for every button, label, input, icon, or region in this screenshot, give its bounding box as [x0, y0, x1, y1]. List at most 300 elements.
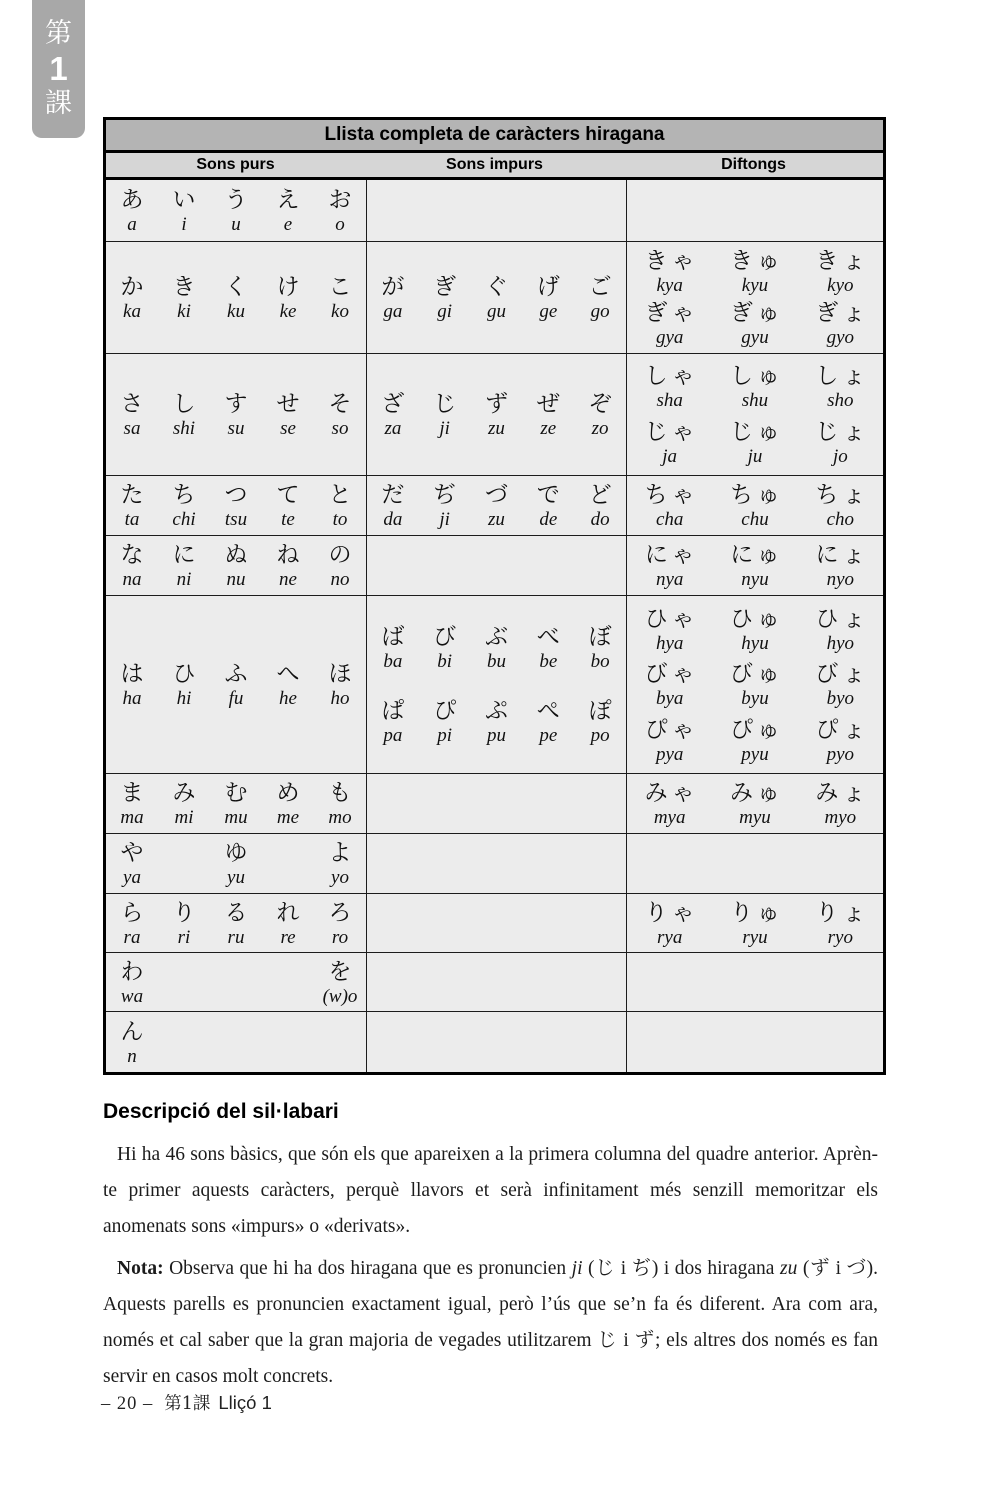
syllable — [210, 273, 262, 322]
syllable-sub-row — [106, 958, 366, 1007]
badge-char-dai: 第 — [45, 18, 72, 49]
hiragana-table — [103, 117, 886, 1075]
syllable — [712, 247, 797, 296]
romanization: bo — [590, 651, 610, 672]
section-heading: Descripció del sil·labari — [103, 1100, 339, 1123]
group-cell-purs — [106, 354, 367, 475]
syllable — [158, 541, 210, 590]
romanization: ji — [439, 509, 450, 530]
romanization: ne — [279, 569, 297, 590]
romanization: te — [281, 509, 295, 530]
romanization: za — [384, 418, 402, 439]
syllable-sub-row — [106, 541, 366, 590]
table-row — [106, 536, 883, 596]
syllable — [314, 839, 366, 888]
description-section — [103, 1100, 878, 1395]
romanization: myu — [739, 807, 771, 828]
syllable — [471, 697, 523, 746]
badge-lesson-number: 1 — [49, 50, 68, 87]
syllable — [158, 779, 210, 828]
syllable — [367, 273, 419, 322]
syllable — [522, 697, 574, 746]
syllable — [210, 481, 262, 530]
romanization: sho — [827, 390, 854, 412]
romanization: de — [539, 509, 558, 530]
romanization: ho — [330, 688, 350, 709]
romanization: shu — [741, 390, 769, 412]
table-row — [106, 834, 883, 894]
syllable — [419, 623, 471, 672]
syllable — [712, 779, 797, 828]
kana-glyph: く — [224, 274, 248, 300]
kana-glyph: お — [328, 187, 352, 213]
romanization: be — [539, 651, 558, 672]
kana-glyph: りょ — [815, 899, 870, 926]
kana-glyph: げ — [536, 274, 560, 300]
syllable — [522, 273, 574, 322]
romanization: (w)o — [322, 985, 358, 1007]
kana-glyph: ぴゃ — [644, 716, 699, 743]
syllable — [627, 299, 712, 348]
romanization: kyu — [741, 275, 769, 296]
kana-glyph: しゃ — [644, 363, 699, 390]
romanization: yu — [227, 867, 245, 888]
romanization: no — [330, 569, 350, 590]
syllable-sub-row — [367, 697, 626, 746]
romanization: sha — [656, 390, 683, 412]
syllable — [314, 958, 366, 1007]
romanization: ge — [539, 301, 558, 322]
kana-glyph: ひょ — [815, 605, 870, 632]
romanization: ra — [123, 926, 141, 948]
group-cell-diftongs — [627, 953, 883, 1011]
table-row — [106, 953, 883, 1012]
syllable — [314, 390, 366, 439]
romanization: su — [227, 418, 245, 439]
syllable-empty — [158, 1018, 210, 1067]
romanization: ya — [123, 867, 141, 888]
kana-glyph: じゃ — [644, 418, 699, 445]
syllable-sub-row — [106, 390, 366, 439]
kana-glyph: し — [172, 391, 196, 417]
romanization: se — [280, 418, 296, 439]
romanization: tsu — [224, 509, 248, 530]
kana-glyph: あ — [120, 187, 144, 213]
romanization: wa — [120, 985, 144, 1007]
syllable — [627, 362, 712, 411]
kana-glyph: みゅ — [729, 780, 784, 806]
syllable — [712, 541, 797, 590]
table-row — [106, 596, 883, 774]
syllable — [798, 605, 883, 654]
syllable — [712, 481, 797, 530]
syllable — [106, 660, 158, 709]
syllable — [314, 481, 366, 530]
romanization: fu — [228, 688, 244, 709]
kana-glyph: る — [224, 899, 248, 926]
romanization: pya — [655, 743, 684, 765]
romanization: so — [331, 418, 349, 439]
syllable — [314, 541, 366, 590]
syllable — [522, 481, 574, 530]
romanization: ma — [120, 807, 144, 828]
group-cell-diftongs — [627, 536, 883, 595]
romanization: shi — [172, 418, 196, 439]
romanization: sa — [123, 418, 141, 439]
syllable — [471, 390, 523, 439]
romanization: u — [231, 214, 241, 235]
romanization: ri — [177, 926, 191, 948]
kana-glyph: た — [120, 482, 144, 508]
kana-glyph: きゅ — [729, 248, 784, 274]
syllable — [798, 899, 883, 948]
romanization: pyo — [826, 743, 855, 765]
kana-glyph: ら — [120, 899, 144, 926]
syllable — [627, 481, 712, 530]
group-cell-impurs — [367, 894, 627, 952]
romanization: me — [276, 807, 300, 828]
romanization: yo — [331, 867, 349, 888]
group-cell-purs — [106, 834, 367, 893]
paragraph-basics — [103, 1137, 878, 1245]
kana-glyph: す — [224, 391, 248, 417]
syllable-sub-row — [627, 418, 883, 467]
syllable — [627, 418, 712, 467]
syllable-sub-row — [106, 839, 366, 888]
page-number: – 20 – — [101, 1394, 154, 1414]
kana-glyph: で — [536, 482, 560, 508]
romanization: nya — [655, 569, 684, 590]
romanization: jo — [832, 445, 848, 467]
kana-glyph: びゅ — [729, 661, 784, 687]
group-cell-purs — [106, 180, 367, 241]
kana-glyph: て — [276, 482, 300, 508]
kana-glyph: ほ — [328, 661, 352, 687]
group-cell-diftongs — [627, 596, 883, 773]
syllable-sub-row — [627, 899, 883, 948]
group-cell-impurs — [367, 476, 627, 535]
kana-glyph: ぺ — [536, 698, 560, 724]
kana-glyph: りゃ — [644, 899, 699, 926]
group-cell-impurs — [367, 242, 627, 353]
kana-glyph: や — [120, 840, 144, 866]
table-row — [106, 1012, 883, 1072]
romanization: ke — [279, 301, 297, 322]
kana-glyph: びゃ — [644, 661, 699, 687]
kana-glyph: せ — [276, 391, 300, 417]
syllable — [798, 779, 883, 828]
group-cell-diftongs — [627, 180, 883, 241]
romanization: bya — [655, 688, 684, 709]
syllable — [106, 1018, 158, 1067]
kana-glyph: ゆ — [224, 840, 248, 866]
syllable-sub-row — [627, 247, 883, 296]
syllable-sub-row — [627, 779, 883, 828]
kana-glyph: ぜ — [536, 391, 560, 417]
kana-glyph: ちゅ — [729, 482, 784, 508]
romanization: hyu — [741, 632, 769, 654]
kana-glyph: べ — [536, 624, 560, 650]
group-cell-diftongs — [627, 1012, 883, 1072]
syllable-sub-row — [106, 1018, 366, 1067]
syllable — [712, 660, 797, 709]
syllable — [210, 541, 262, 590]
syllable — [314, 899, 366, 948]
italic-text: ji — [571, 1258, 583, 1279]
syllable — [627, 247, 712, 296]
romanization: da — [383, 509, 403, 530]
syllable — [627, 716, 712, 765]
romanization: gya — [655, 327, 684, 348]
romanization: ko — [331, 301, 349, 322]
syllable-sub-row — [627, 605, 883, 654]
kana-glyph: は — [120, 661, 144, 687]
syllable — [574, 697, 626, 746]
romanization: do — [590, 509, 610, 530]
syllable — [522, 390, 574, 439]
kana-glyph: じょ — [815, 418, 870, 445]
group-cell-diftongs — [627, 354, 883, 475]
syllable — [712, 299, 797, 348]
syllable-empty — [262, 958, 314, 1007]
syllable — [627, 899, 712, 948]
group-cell-diftongs — [627, 894, 883, 952]
kana-glyph: ち — [172, 482, 196, 508]
syllable — [158, 273, 210, 322]
romanization: he — [279, 688, 297, 709]
syllable — [798, 362, 883, 411]
romanization: mya — [653, 807, 686, 828]
footer-lesson-label: Lliçó 1 — [218, 1392, 272, 1413]
romanization: to — [332, 509, 348, 530]
kana-glyph: にゃ — [644, 542, 699, 568]
syllable — [210, 660, 262, 709]
kana-glyph: ぴ — [433, 698, 457, 724]
syllable — [798, 660, 883, 709]
romanization: ni — [176, 569, 192, 590]
syllable-sub-row — [627, 541, 883, 590]
romanization: ro — [331, 926, 349, 948]
syllable — [262, 899, 314, 948]
syllable-sub-row — [367, 390, 626, 439]
table-row — [106, 894, 883, 953]
syllable-empty — [314, 1018, 366, 1067]
group-cell-impurs — [367, 536, 627, 595]
kana-glyph: も — [328, 780, 352, 806]
kana-glyph: ざ — [381, 391, 405, 417]
kana-glyph: ず — [484, 391, 508, 417]
romanization: byu — [741, 688, 769, 709]
syllable-sub-row — [627, 362, 883, 411]
kana-glyph: ぎゃ — [644, 300, 699, 326]
syllable — [798, 716, 883, 765]
group-cell-impurs — [367, 596, 627, 773]
group-cell-diftongs — [627, 774, 883, 833]
kana-glyph: しょ — [815, 363, 870, 390]
syllable — [419, 697, 471, 746]
romanization: bi — [437, 651, 453, 672]
syllable — [471, 273, 523, 322]
romanization: ze — [540, 418, 557, 439]
kana-glyph: ひ — [172, 661, 196, 687]
syllable — [574, 481, 626, 530]
kana-glyph: ぞ — [588, 391, 612, 417]
romanization: mi — [174, 807, 194, 828]
syllable-sub-row — [106, 186, 366, 235]
romanization: cho — [826, 509, 855, 530]
table-row — [106, 774, 883, 834]
syllable — [798, 481, 883, 530]
romanization: n — [127, 1045, 137, 1067]
romanization: hi — [176, 688, 192, 709]
syllable — [471, 481, 523, 530]
syllable — [419, 390, 471, 439]
kana-glyph: だ — [381, 482, 405, 508]
kana-glyph: じ — [433, 391, 457, 417]
group-cell-diftongs — [627, 834, 883, 893]
group-cell-impurs — [367, 1012, 627, 1072]
paragraph-nota — [103, 1251, 878, 1395]
syllable — [314, 186, 366, 235]
kana-glyph: ぴょ — [815, 716, 870, 743]
romanization: ba — [383, 651, 403, 672]
syllable-sub-row — [367, 273, 626, 322]
kana-glyph: を — [328, 958, 352, 985]
footer-lesson-cjk: 第1課 — [164, 1394, 211, 1414]
syllable — [712, 716, 797, 765]
romanization: cha — [655, 509, 684, 530]
romanization: pyu — [741, 743, 769, 765]
syllable — [367, 390, 419, 439]
group-cell-purs — [106, 1012, 367, 1072]
kana-glyph: きゃ — [644, 248, 699, 274]
table-row — [106, 180, 883, 242]
romanization: gu — [486, 301, 506, 322]
kana-glyph: ぶ — [484, 624, 508, 650]
syllable — [262, 481, 314, 530]
kana-glyph: りゅ — [729, 899, 784, 926]
body-text: (ず i づ). Aquests parells es pronuncien exactament igual, però l’ús que se’n fa és diferent. Ara com ara, només et cal saber que la gran majoria de vegades utilitzarem じ i ず; els altres dos només es fan servir en casos molt concrets. — [103, 1258, 879, 1387]
romanization: re — [280, 926, 296, 948]
romanization: ja — [662, 445, 678, 467]
romanization: gyu — [741, 327, 769, 348]
romanization: gyo — [826, 327, 855, 348]
kana-glyph: さ — [120, 391, 144, 417]
syllable — [314, 273, 366, 322]
romanization: a — [127, 214, 137, 235]
kana-glyph: じゅ — [729, 418, 784, 445]
syllable — [574, 623, 626, 672]
syllable — [314, 660, 366, 709]
syllable — [798, 299, 883, 348]
romanization: e — [283, 214, 293, 235]
kana-glyph: う — [224, 187, 248, 213]
syllable-sub-row — [106, 481, 366, 530]
group-cell-purs — [106, 536, 367, 595]
column-header-sons-impurs: Sons impurs — [446, 156, 543, 173]
romanization: kyo — [827, 275, 854, 296]
romanization: po — [590, 725, 610, 746]
syllable-sub-row — [627, 716, 883, 765]
kana-glyph: ね — [276, 542, 300, 568]
group-cell-impurs — [367, 774, 627, 833]
syllable — [106, 273, 158, 322]
romanization: ju — [747, 445, 763, 467]
kana-glyph: わ — [120, 958, 144, 985]
syllable — [158, 899, 210, 948]
syllable — [262, 390, 314, 439]
page-footer — [101, 1390, 272, 1415]
romanization: byo — [826, 688, 855, 709]
syllable — [106, 541, 158, 590]
kana-glyph: ちょ — [815, 482, 870, 508]
syllable — [627, 660, 712, 709]
syllable — [106, 958, 158, 1007]
romanization: nyu — [741, 569, 769, 590]
kana-glyph: ど — [588, 482, 612, 508]
kana-glyph: な — [120, 542, 144, 568]
kana-glyph: ま — [120, 780, 144, 806]
kana-glyph: にゅ — [730, 542, 784, 568]
syllable — [627, 541, 712, 590]
syllable — [158, 390, 210, 439]
kana-glyph: か — [120, 274, 144, 300]
syllable-sub-row — [627, 481, 883, 530]
group-cell-diftongs — [627, 242, 883, 353]
group-cell-purs — [106, 242, 367, 353]
kana-glyph: びょ — [815, 661, 870, 687]
kana-glyph: ちゃ — [644, 482, 699, 508]
table-row — [106, 354, 883, 476]
group-cell-impurs — [367, 953, 627, 1011]
syllable-empty — [262, 839, 314, 888]
kana-glyph: び — [433, 624, 457, 650]
syllable-sub-row — [106, 273, 366, 322]
group-cell-purs — [106, 894, 367, 952]
kana-glyph: へ — [276, 661, 300, 687]
table-header-row — [106, 153, 883, 180]
syllable — [712, 605, 797, 654]
syllable — [712, 418, 797, 467]
romanization: hyo — [826, 632, 855, 654]
body-text: Hi ha 46 sons bàsics, que són els que apareixen a la primera columna del quadre anterior. Aprèn-te primer aquests caràcters, perquè llavors et serà infinitament més senzill memoritzar els anomenats sons «impurs» o «derivats». — [103, 1144, 878, 1237]
kana-glyph: よ — [328, 840, 352, 866]
syllable — [210, 899, 262, 948]
kana-glyph: が — [381, 274, 405, 300]
syllable-sub-row — [106, 899, 366, 948]
kana-glyph: ひゅ — [729, 605, 784, 632]
syllable-sub-row — [106, 660, 366, 709]
syllable-sub-row — [367, 623, 626, 672]
syllable — [712, 899, 797, 948]
syllable — [158, 186, 210, 235]
kana-glyph: づ — [484, 482, 508, 508]
group-cell-diftongs — [627, 476, 883, 535]
kana-glyph: ご — [588, 274, 612, 300]
romanization: ryu — [742, 926, 768, 948]
kana-glyph: そ — [328, 391, 352, 417]
column-header-diftongs: Diftongs — [721, 156, 786, 173]
kana-glyph: ぽ — [588, 698, 612, 724]
syllable — [106, 481, 158, 530]
kana-glyph: き — [172, 274, 196, 300]
lesson-badge — [32, 0, 85, 138]
romanization: zu — [488, 418, 505, 439]
kana-glyph: ろ — [328, 899, 352, 926]
kana-glyph: ふ — [224, 661, 248, 687]
romanization: ta — [124, 509, 140, 530]
romanization: ku — [227, 301, 245, 322]
